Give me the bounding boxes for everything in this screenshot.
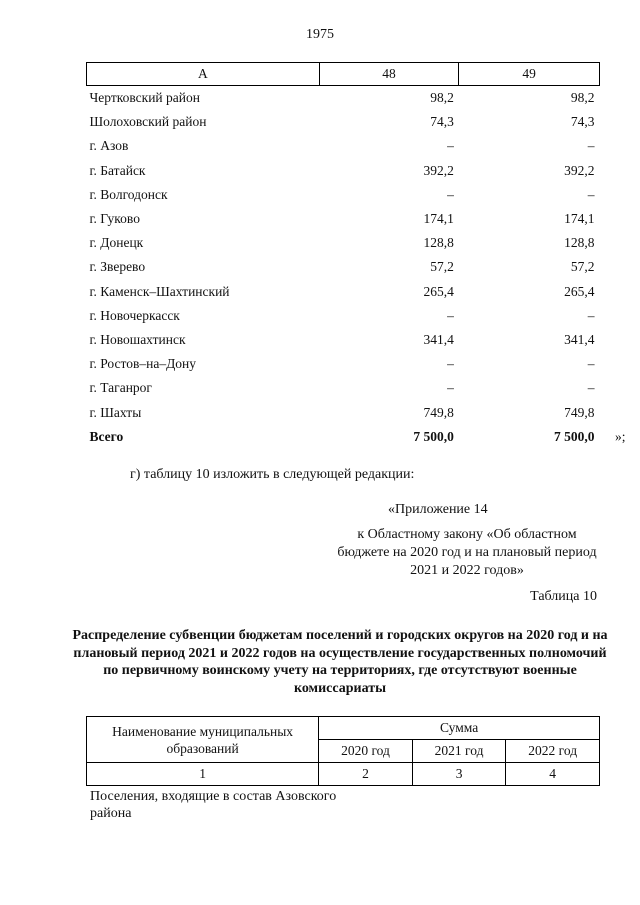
municipality-name: г. Азов <box>89 138 129 154</box>
index-cell: 2 <box>319 763 413 786</box>
appendix-title: «Приложение 14 <box>388 502 488 517</box>
municipality-name: г. Каменск–Шахтинский <box>89 283 230 299</box>
total-value-49: 7 500,0 <box>554 428 595 444</box>
value-48: – <box>447 380 454 396</box>
column-header-49: 49 <box>459 63 600 86</box>
value-49: – <box>587 138 595 154</box>
municipality-name: г. Волгодонск <box>89 186 168 202</box>
value-49: 265,4 <box>564 283 595 299</box>
table-row <box>87 231 600 255</box>
value-48: 392,2 <box>423 162 454 178</box>
value-48: 74,3 <box>430 114 454 130</box>
total-label: Всего <box>89 428 124 444</box>
municipality-name: г. Батайск <box>89 162 146 178</box>
table-row <box>87 183 600 207</box>
subvention-table-continuation <box>86 62 626 449</box>
value-48: – <box>447 307 454 323</box>
header-sum: Сумма <box>319 717 600 740</box>
table-row <box>87 207 600 231</box>
table-row <box>87 376 600 400</box>
closing-quote: »; <box>614 428 626 444</box>
header-year-2020: 2020 год <box>319 740 413 763</box>
amendment-instruction: г) таблицу 10 изложить в следующей редакции: <box>130 467 415 482</box>
header-year-2022: 2022 год <box>506 740 600 763</box>
value-49: 98,2 <box>570 90 595 106</box>
value-48: – <box>447 356 454 372</box>
value-49: 74,3 <box>570 114 595 130</box>
column-header-a: А <box>87 63 320 86</box>
municipality-name: г. Ростов–на–Дону <box>89 356 197 372</box>
table-number: Таблица 10 <box>530 589 597 604</box>
value-48: – <box>447 186 454 202</box>
municipality-name: Чертковский район <box>89 90 200 106</box>
value-48: 128,8 <box>423 235 454 251</box>
value-48: 749,8 <box>423 404 454 420</box>
index-cell: 3 <box>412 763 506 786</box>
header-municipality: Наименование муниципальных образований <box>87 717 319 763</box>
table-row <box>87 280 600 304</box>
table-row <box>87 134 600 158</box>
value-49: – <box>587 307 595 323</box>
index-cell: 1 <box>87 763 319 786</box>
value-49: 174,1 <box>564 211 595 227</box>
table-row <box>87 328 600 352</box>
value-49: 57,2 <box>570 259 595 275</box>
table-index-row <box>87 763 600 786</box>
page-number: 1975 <box>306 27 334 42</box>
value-48: 57,2 <box>430 259 454 275</box>
municipality-name: г. Шахты <box>89 404 142 420</box>
table-row <box>87 400 600 424</box>
column-header-48: 48 <box>319 63 459 86</box>
value-49: – <box>587 380 595 396</box>
municipality-name: Шолоховский район <box>89 114 207 130</box>
appendix-reference: к Областному закону «Об областном бюджете на 2020 год и на плановый период 2021 и 2022 годов» <box>337 527 597 578</box>
table-row <box>87 110 600 134</box>
municipality-name: г. Донецк <box>89 235 144 251</box>
table-heading: Распределение субвенции бюджетам поселений и городских округов на 2020 год и на плановый период 2021 и 2022 годов на осуществление государственных полномочий по первичному воинскому учету на территориях, где отсутствуют военные комиссариаты <box>72 628 608 696</box>
value-49: 392,2 <box>564 162 595 178</box>
section-subtitle: Поселения, входящие в состав Азовского района <box>90 789 337 821</box>
table-row <box>87 86 600 111</box>
index-cell: 4 <box>506 763 600 786</box>
value-48: 265,4 <box>423 283 454 299</box>
value-49: 749,8 <box>564 404 595 420</box>
municipality-name: г. Новочеркасск <box>89 307 180 323</box>
value-49: 341,4 <box>564 331 595 347</box>
value-48: – <box>447 138 454 154</box>
total-value-49-cell <box>459 425 626 449</box>
municipality-name: г. Таганрог <box>89 380 152 396</box>
value-48: 98,2 <box>430 90 454 106</box>
subvention-table-new <box>86 716 600 786</box>
value-49: 128,8 <box>564 235 595 251</box>
table-row <box>87 159 600 183</box>
table-row <box>87 255 600 279</box>
municipality-name: г. Новошахтинск <box>89 331 186 347</box>
table-header-row <box>87 717 600 740</box>
value-48: 174,1 <box>423 211 454 227</box>
total-value-48: 7 500,0 <box>413 428 454 444</box>
value-49: – <box>587 186 595 202</box>
value-48: 341,4 <box>423 331 454 347</box>
total-row <box>87 425 600 449</box>
table-row <box>87 352 600 376</box>
municipality-name: г. Зверево <box>89 259 146 275</box>
table-row <box>87 304 600 328</box>
table-header-row <box>87 63 600 86</box>
value-49: – <box>587 356 595 372</box>
municipality-name: г. Гуково <box>89 211 140 227</box>
header-year-2021: 2021 год <box>412 740 506 763</box>
